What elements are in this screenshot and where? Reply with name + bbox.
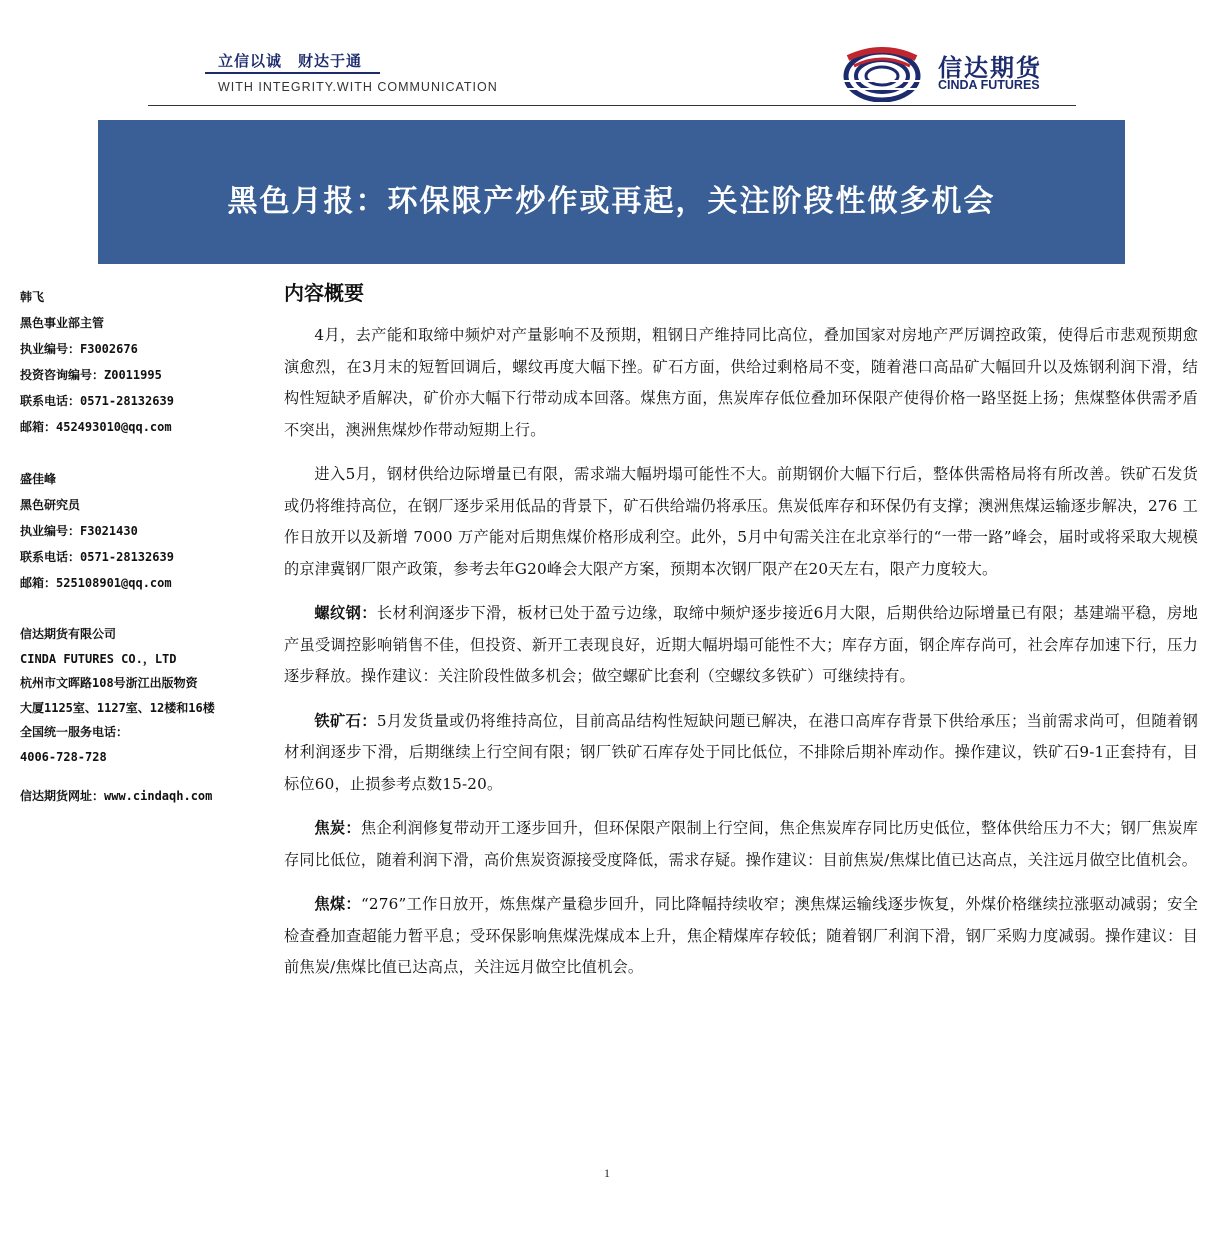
section-title: 内容概要 (284, 281, 364, 305)
analyst2-license: 执业编号：F3021430 (20, 524, 138, 538)
report-title: 黑色月报：环保限产炒作或再起，关注阶段性做多机会 (227, 184, 996, 219)
analyst2-name: 盛佳峰 (20, 472, 57, 486)
analyst1-name: 韩飞 (20, 290, 45, 304)
analyst2-email: 邮箱：525108901@qq.com (20, 576, 172, 590)
paragraph-coke (284, 813, 1198, 876)
slogan-english: WITH INTEGRITY.WITH COMMUNICATION (218, 80, 498, 94)
logo-english-name: CINDA FUTURES (938, 78, 1040, 92)
company-address-line1: 杭州市文晖路108号浙江出版物资 (20, 676, 198, 691)
company-name-cn: 信达期货有限公司 (20, 627, 117, 641)
paragraph-rebar (284, 598, 1198, 693)
analyst1-phone: 联系电话：0571-28132639 (20, 394, 174, 408)
analyst2-phone: 联系电话：0571-28132639 (20, 550, 174, 564)
author-sidebar (20, 284, 260, 808)
paragraph-iron-ore (284, 706, 1198, 801)
analyst1-email: 邮箱：452493010@qq.com (20, 420, 172, 434)
iron-ore-lead: 铁矿石： (314, 711, 377, 730)
analyst1-license: 执业编号：F3002676 (20, 342, 138, 356)
company-address-line2: 大厦1125室、1127室、12楼和16楼 (20, 700, 215, 715)
hotline-label: 全国统一服务电话： (20, 725, 129, 740)
paragraph-may-outlook: 进入5月，钢材供给边际增量已有限，需求端大幅坍塌可能性不大。前期钢价大幅下行后，整体供需格局将有所改善。铁矿石发货或仍将维持高位，在钢厂逐步采用低品的背景下，矿石供给端仍将承压。焦炭低库存和环保仍有支撑；澳洲焦煤运输逐步解决，276 工作日放开以及新增 7000 万产能对后期焦煤价格形成利空。此外，5月中旬需关注在北京举行的“一带一路”峰会，届时或将采取大规模的京津冀钢厂限产政策，参考去年G20峰会大限产方案，预期本次钢厂限产在20天左右，限产力度较大。 (284, 465, 1198, 578)
paragraph-coking-coal (284, 889, 1198, 984)
company-name-en: CINDA FUTURES CO.，LTD (20, 651, 177, 666)
cinda-logo-icon (842, 46, 922, 102)
slogan-chinese: 立信以诚 财达于通 (218, 52, 363, 70)
iron-ore-text: 5月发货量或仍将维持高位，目前高品结构性短缺问题已解决，在港口高库存背景下供给承压；当前需求尚可，但随着钢材利润逐步下滑，后期继续上行空间有限；钢厂铁矿石库存处于同比低位，不排除后期补库动作。操作建议，铁矿石9-1正套持有，目标位60，止损参考点数15-20。 (284, 711, 1198, 793)
coking-coal-lead: 焦煤： (314, 895, 361, 913)
analyst2-role: 黑色研究员 (20, 498, 81, 512)
company-logo (842, 42, 1082, 102)
analyst1-consult-number: 投资咨询编号：Z0011995 (20, 368, 162, 382)
logo-chinese-name: 信达期货 (938, 54, 1042, 82)
header-divider (148, 105, 1076, 106)
title-banner (98, 120, 1125, 264)
company-website: 信达期货网址：www.cindaqh.com (20, 788, 213, 803)
hotline-number: 4006-728-728 (20, 749, 107, 764)
coke-lead: 焦炭： (314, 819, 361, 837)
report-summary (284, 276, 1198, 997)
rebar-text: 长材利润逐步下滑，板材已处于盈亏边缘，取缔中频炉逐步接近6月大限，后期供给边际增量已有限；基建端平稳，房地产虽受调控影响销售不佳，但投资、新开工表现良好，近期大幅坍塌可能性不大；库存方面，钢企库存尚可，社会库存加速下行，压力逐步释放。操作建议：关注阶段性做多机会；做空螺矿比套利（空螺纹多铁矿）可继续持有。 (284, 604, 1198, 685)
coke-text: 焦企利润修复带动开工逐步回升，但环保限产限制上行空间，焦企焦炭库存同比历史低位，整体供给压力不大；钢厂焦炭库存同比低位，随着利润下滑，高价焦炭资源接受度降低，需求存疑。操作建议：目前焦炭/焦煤比值已达高点，关注远月做空比值机会。 (284, 819, 1198, 869)
coking-coal-text: “276”工作日放开，炼焦煤产量稳步回升，同比降幅持续收窄；澳焦煤运输线逐步恢复，外煤价格继续拉涨驱动减弱；安全检查叠加查超能力暂平息；受环保影响焦煤洗煤成本上升，焦企精煤库存较低；随着钢厂利润下滑，钢厂采购力度减弱。操作建议：目前焦炭/焦煤比值已达高点，关注远月做空比值机会。 (284, 895, 1198, 976)
slogan-underline (205, 72, 380, 74)
paragraph-april-review: 4月，去产能和取缔中频炉对产量影响不及预期，粗钢日产维持同比高位，叠加国家对房地产严厉调控政策，使得后市悲观预期愈演愈烈，在3月末的短暂回调后，螺纹再度大幅下挫。矿石方面，供给过剩格局不变，随着港口高品矿大幅回升以及炼钢利润下滑，结构性短缺矛盾解决，矿价亦大幅下行带动成本回落。煤焦方面，焦炭库存低位叠加环保限产使得价格一路坚挺上扬；焦煤整体供需矛盾不突出，澳洲焦煤炒作带动短期上行。 (284, 326, 1198, 439)
page-number: 1 (604, 1166, 610, 1180)
analyst1-role: 黑色事业部主管 (20, 316, 105, 330)
rebar-lead: 螺纹钢： (314, 604, 377, 622)
